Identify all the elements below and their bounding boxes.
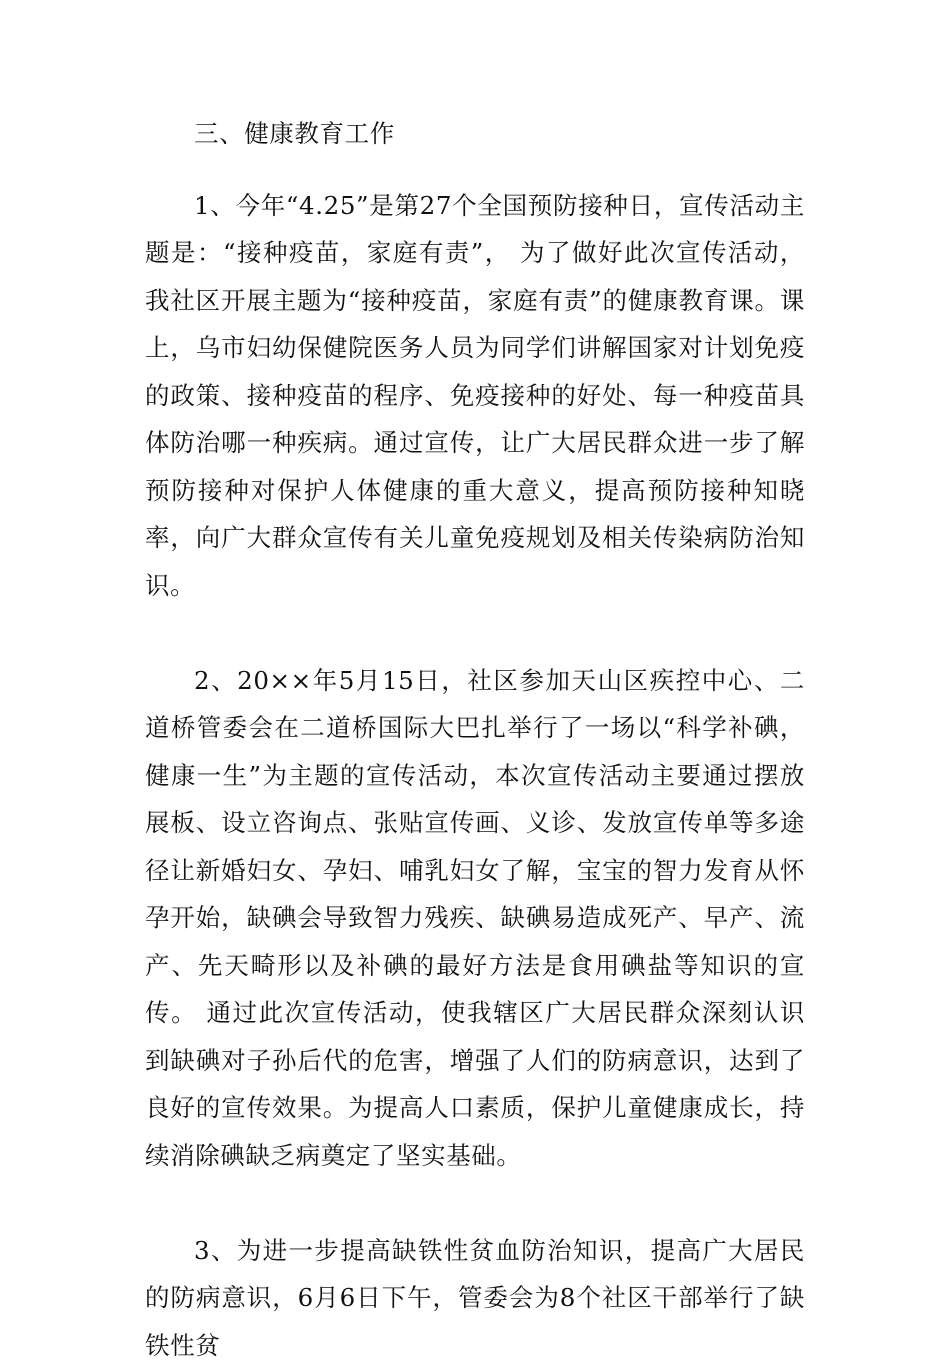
paragraph-2: 2、20××年5月15日，社区参加天山区疾控中心、二道桥管委会在二道桥国际大巴扎举行了一场以“科学补碘，健康一生”为主题的宣传活动，本次宣传活动主要通过摆放展板、设立咨询点、张贴宣传画、义诊、发放宣传单等多途径让新婚妇女、孕妇、哺乳妇女了解，宝宝的智力发育从怀孕开始，缺碘会导致智力残疾、缺碘易造成死产、早产、流产、先天畸形以及补碘的最好方法是食用碘盐等知识的宣传。 通过此次宣传活动，使我辖区广大居民群众深刻认识到缺碘对子孙后代的危害，增强了人们的防病意识，达到了良好的宣传效果。为提高人口素质，保护儿童健康成长，持续消除碘缺乏病奠定了坚实基础。 xyxy=(145,657,805,1180)
spacer xyxy=(145,609,805,657)
paragraph-3: 3、为进一步提高缺铁性贫血防治知识，提高广大居民的防病意识，6月6日下午，管委会为8个社区干部举行了缺铁性贫 xyxy=(145,1227,805,1369)
spacer xyxy=(145,158,805,182)
paragraph-1: 1、今年“4.25”是第27个全国预防接种日，宣传活动主题是：“接种疫苗，家庭有责”， 为了做好此次宣传活动，我社区开展主题为“接种疫苗，家庭有责”的健康教育课。课上，乌市妇幼保健院医务人员为同学们讲解国家对计划免疫的政策、接种疫苗的程序、免疫接种的好处、每一种疫苗具体防治哪一种疾病。通过宣传，让广大居民群众进一步了解预防接种对保护人体健康的重大意义，提高预防接种知晓率，向广大群众宣传有关儿童免疫规划及相关传染病防治知识。 xyxy=(145,182,805,610)
spacer xyxy=(145,1179,805,1227)
section-heading: 三、健康教育工作 xyxy=(145,110,805,158)
document-body xyxy=(145,110,805,1369)
